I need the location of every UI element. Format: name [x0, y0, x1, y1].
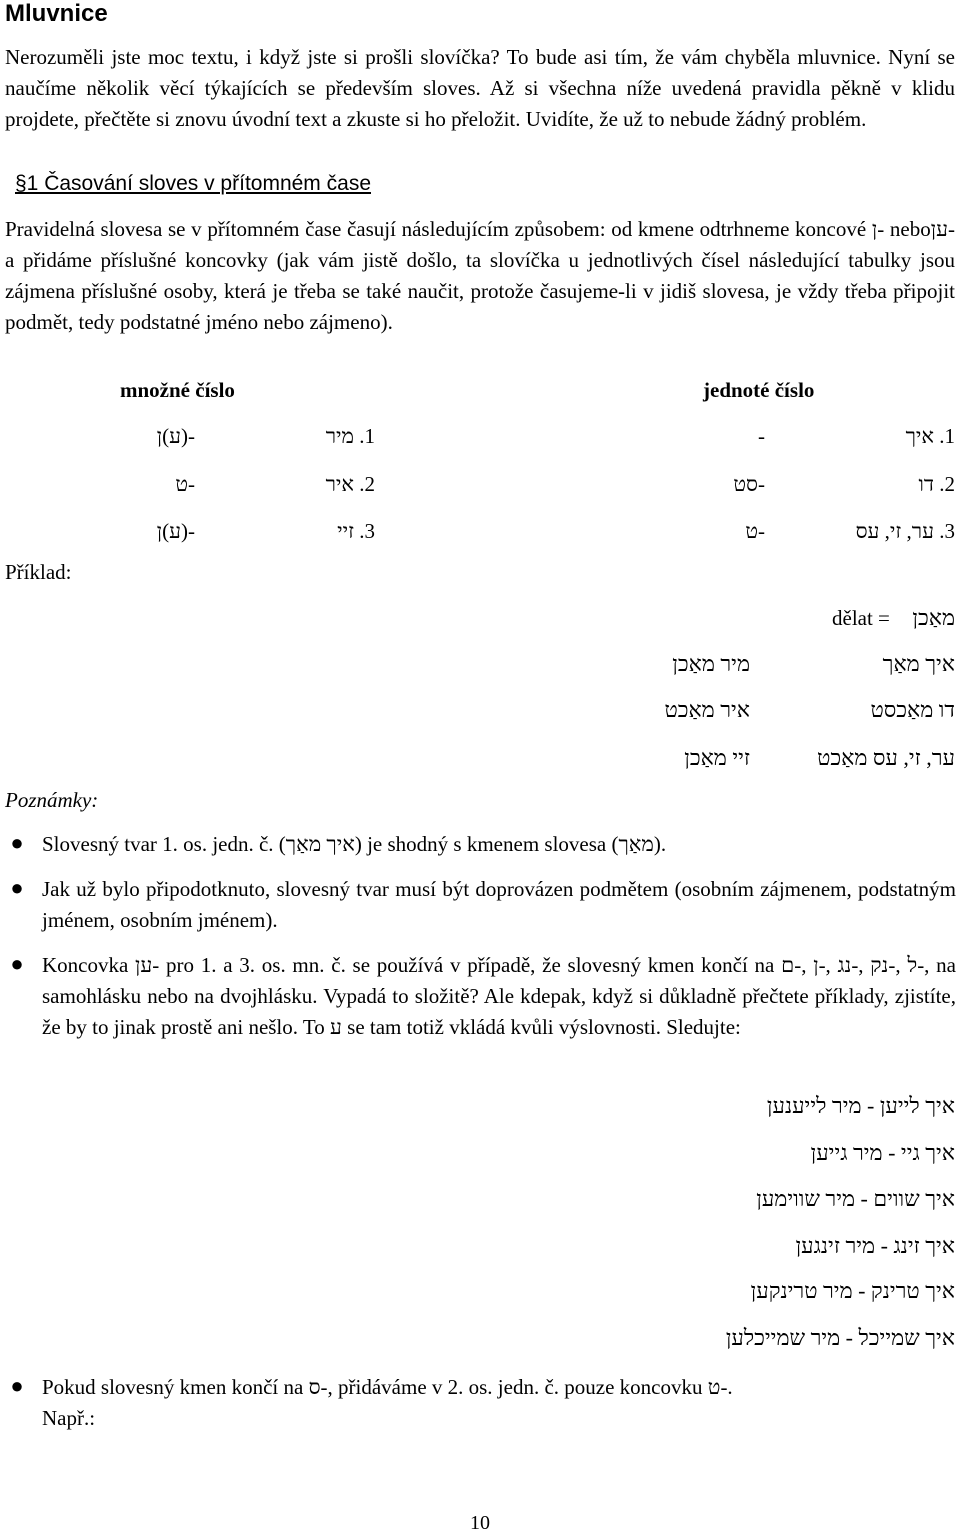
page-number: 10 — [470, 1512, 490, 1534]
singular-header: jednoté číslo — [703, 378, 815, 402]
note-4-hebrew-2: ט — [707, 1375, 721, 1399]
note-3-hebrew-4: נג — [837, 953, 852, 977]
note-3-hebrew-1: ען — [135, 953, 153, 977]
rule-paragraph — [5, 214, 955, 338]
note-3-text-a: Koncovka — [42, 953, 136, 977]
sg-pronoun-2: 2. דו — [918, 472, 955, 496]
note-1-text-b: ) je shodný s kmenem slovesa ( — [354, 832, 619, 856]
pl-pronoun-2: 2. איר — [325, 472, 375, 496]
note-4-text-a: Pokud slovesný kmen končí na — [42, 1375, 309, 1399]
example-line: איך לייען - מיר לייענען — [766, 1093, 955, 1118]
note-3-text-b: - pro 1. a 3. os. mn. č. se používá v případě, že slovesný kmen končí na — [152, 953, 782, 977]
bullet-marker: ● — [10, 875, 24, 900]
rule-text-2: - nebo — [877, 217, 931, 241]
intro-paragraph: Nerozuměli jste moc textu, i když jste si prošli slovíčka? To bude asi tím, že vám chyběla mluvnice. Nyní se naučíme několik věcí týkajících se především sloves. Až si všechna níže uvedená pravidla pěkně v klidu projdete, přečtěte si znovu úvodní text a zkuste si ho přeložit. Uvidíte, že už to nebude žádný problém. — [5, 45, 955, 131]
note-1-hebrew-2: מאַך — [618, 832, 654, 856]
note-3-hebrew-7: ע — [330, 1015, 342, 1039]
example-sg-2: דו מאַכסט — [870, 697, 955, 722]
note-4-text-d: Např.: — [42, 1406, 96, 1430]
note-4-text-c: -. — [720, 1375, 733, 1399]
note-1-text-a: Slovesný tvar 1. os. jedn. č. ( — [42, 832, 286, 856]
sg-ending-1: - — [758, 424, 765, 448]
pl-ending-1: -(ע)ן — [156, 424, 195, 448]
pl-ending-2: -ט — [175, 472, 195, 496]
note-3-text-d: -, — [818, 953, 838, 977]
sg-ending-2: -סט — [733, 472, 765, 496]
note-3-hebrew-6: ל — [907, 953, 918, 977]
note-3-text-h: se tam totiž vkládá kvůli výslovnosti. Sledujte: — [341, 1015, 741, 1039]
example-line: איך גיי - מיר גייען — [810, 1140, 955, 1165]
note-4-text-b: -, přidáváme v 2. os. jedn. č. pouze koncovku — [320, 1375, 708, 1399]
example-line: איך שווים - מיר שווימען — [756, 1186, 955, 1211]
note-3-text-g: -, na samohlásku nebo na dvojhlásku. Vypadá to složitě? Ale kdepak, když si důkladně přečtete příklady, zjistíte, že by to jinak prostě ani nešlo. To — [42, 953, 956, 1039]
note-3-text-f: -, — [888, 953, 908, 977]
note-2: Jak už bylo připodotknuto, slovesný tvar musí být doprovázen podmětem (osobním zájmenem, podstatným jménem, osobním jménem). — [42, 877, 956, 932]
note-3-hebrew-2: ם — [781, 953, 795, 977]
section-heading: §1 Časování sloves v přítomném čase — [15, 172, 371, 195]
notes-label: Poznámky: — [5, 788, 99, 812]
note-1 — [42, 829, 956, 860]
rule-hebrew-2: ען — [930, 217, 948, 241]
sg-pronoun-3: 3. ער, זי, עס — [855, 519, 955, 543]
pl-pronoun-3: 3. זיי — [337, 519, 375, 543]
bullet-marker: ● — [10, 830, 24, 855]
note-3-hebrew-3: ן — [813, 953, 819, 977]
example-pl-1: מיר מאַכן — [672, 651, 750, 676]
note-3-hebrew-5: נק — [870, 953, 889, 977]
note-4-hebrew-1: ס — [308, 1375, 321, 1399]
page-title: Mluvnice — [5, 0, 108, 27]
example-sg-3: ער, זי, עס מאַכט — [817, 745, 955, 770]
example-label: Příklad: — [5, 560, 72, 584]
example-line: איך זינג - מיר זינגען — [795, 1233, 955, 1258]
note-3-text-e: -, — [851, 953, 871, 977]
example-pl-3: זיי מאַכן — [684, 745, 750, 770]
bullet-marker: ● — [10, 951, 24, 976]
example-sg-1: איך מאַך — [882, 651, 955, 676]
rule-hebrew-1: ן — [871, 217, 878, 241]
bullet-marker: ● — [10, 1373, 24, 1398]
example-line: איך טרינק - מיר טרינקען — [750, 1278, 955, 1303]
example-gloss: dělat = — [832, 606, 890, 630]
example-line: איך שמייכל - מיר שמייכלען — [725, 1325, 955, 1350]
note-4 — [42, 1372, 956, 1434]
rule-text-3: - a přidáme příslušné koncovky (jak vám jistě došlo, ta slovíčka u jednotlivých čísel následující tabulky jsou zájmena příslušné osoby, která je třeba se také naučit, protože časujeme-li v jidiš slovesa, je vždy třeba připojit podmět, tedy podstatné jméno nebo zájmeno). — [5, 217, 955, 334]
note-1-text-c: ). — [653, 832, 667, 856]
pl-ending-3: -(ע)ן — [156, 519, 195, 543]
note-3 — [42, 950, 956, 1043]
example-verb: מאַכן — [912, 605, 955, 630]
plural-header: množné číslo — [120, 378, 235, 402]
rule-text-1: Pravidelná slovesa se v přítomném čase časují následujícím způsobem: od kmene odtrhneme koncové — [5, 217, 872, 241]
note-3-text-c: -, — [794, 953, 814, 977]
example-pl-2: איר מאַכט — [664, 697, 750, 722]
pl-pronoun-1: 1. מיר — [325, 424, 375, 448]
note-1-hebrew-1: איך מאַך — [285, 832, 355, 856]
sg-ending-3: -ט — [745, 519, 765, 543]
sg-pronoun-1: 1. איך — [905, 424, 955, 448]
